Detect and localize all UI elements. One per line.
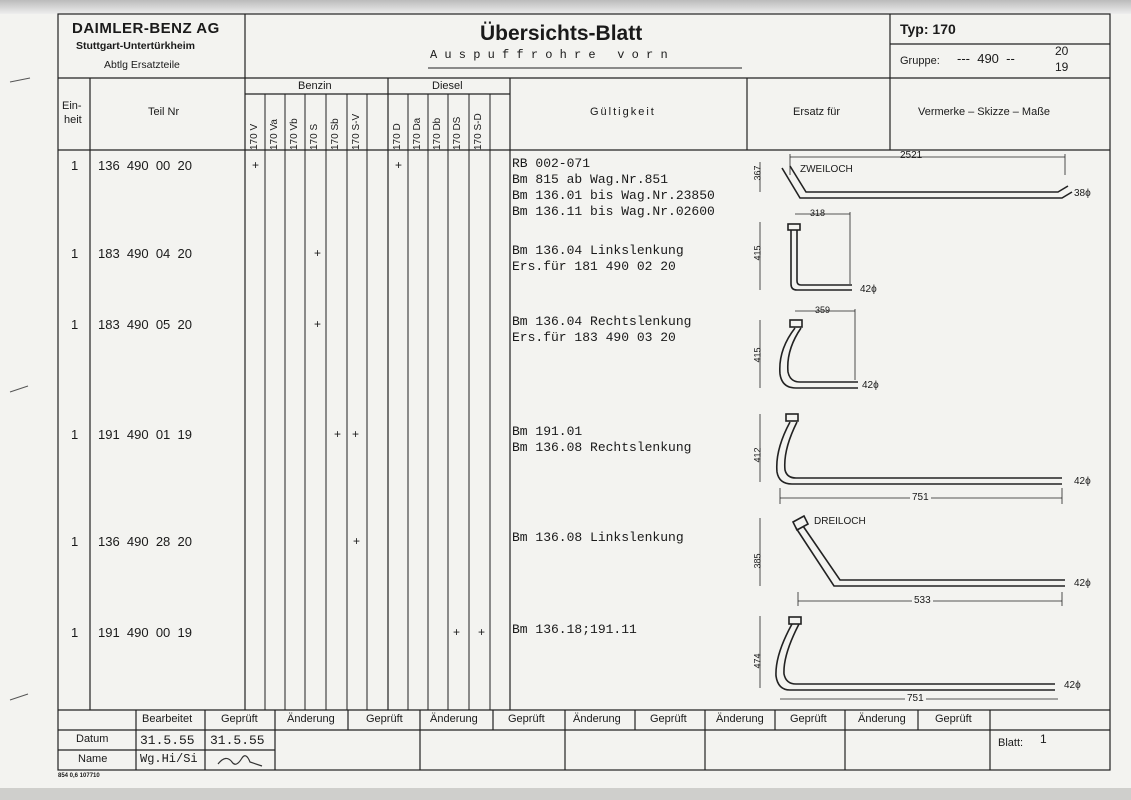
row-5-einheit: 1 — [71, 534, 79, 549]
row-6-dim-diameter: 42ϕ — [1064, 680, 1081, 691]
row-4-dim-length: 751 — [912, 492, 929, 503]
row-5-dim-height: 385 — [752, 553, 763, 569]
group-suffix-bottom: 19 — [1055, 60, 1069, 74]
row-2-valid-2: Ers.für 181 490 02 20 — [512, 259, 676, 274]
type-170-ds: 170 DS — [452, 116, 463, 150]
signature-scribble — [214, 750, 270, 770]
col-ersatz: Ersatz für — [793, 106, 841, 118]
row-5-teil-nr: 136 490 28 20 — [98, 534, 192, 549]
row-6-valid-1: Bm 136.18;191.11 — [512, 622, 637, 637]
row-4-dim-diameter: 42ϕ — [1074, 476, 1091, 487]
scan-bottom-edge — [0, 788, 1131, 800]
row-2-teil-nr: 183 490 04 20 — [98, 246, 192, 261]
footer-aenderung-4: Änderung — [716, 713, 764, 725]
footer-aenderung-2: Änderung — [430, 713, 478, 725]
pipe-sketch-6 — [776, 617, 1055, 690]
footer-name-bearbeitet: Wg.Hi/Si — [140, 752, 198, 766]
row-5-dim-length: 533 — [914, 595, 931, 606]
row-6-dim-height: 474 — [752, 653, 763, 669]
row-4-mark-170sv: + — [352, 427, 360, 441]
footer-geprueft-6: Geprüft — [935, 713, 972, 725]
type-170-sv: 170 S-V — [351, 113, 362, 150]
row-6-einheit: 1 — [71, 625, 79, 640]
row-1-mark-170d: + — [395, 158, 403, 172]
type-170-sd: 170 S-D — [473, 113, 484, 150]
row-4-valid-1: Bm 191.01 — [512, 424, 583, 439]
page-title: Übersichts-Blatt — [480, 22, 643, 45]
footer-aenderung-5: Änderung — [858, 713, 906, 725]
row-5-mark-170sv: + — [353, 534, 361, 548]
row-2-valid-1: Bm 136.04 Linkslenkung — [512, 243, 684, 258]
pipe-sketch-3 — [780, 320, 858, 388]
row-6-mark-170ds: + — [453, 625, 461, 639]
group-label: Gruppe: — [900, 55, 940, 67]
row-4-dim-height: 412 — [752, 447, 763, 463]
type-170-db: 170 Db — [432, 117, 443, 150]
row-3-einheit: 1 — [71, 317, 79, 332]
footer-datum-bearbeitet: 31.5.55 — [140, 733, 195, 748]
row-5-valid-1: Bm 136.08 Linkslenkung — [512, 530, 684, 545]
row-5-sketch-note: DREILOCH — [814, 516, 866, 527]
row-4-teil-nr: 191 490 01 19 — [98, 427, 192, 442]
type-170-va: 170 Va — [269, 119, 280, 150]
row-6-dim-length: 751 — [907, 693, 924, 704]
group-value: --- 490 -- — [957, 51, 1015, 66]
pipe-sketch-4 — [777, 414, 1062, 484]
type-170-s: 170 S — [309, 123, 320, 150]
company-name: DAIMLER-BENZ AG — [72, 20, 220, 37]
type-170-d: 170 D — [392, 123, 403, 150]
footer-datum-geprueft: 31.5.55 — [210, 733, 265, 748]
form-number: 854 0,6 107710 — [58, 773, 100, 779]
footer-blatt-label: Blatt: — [998, 737, 1024, 749]
row-1-valid-1: RB 002-071 — [512, 156, 591, 171]
company-location: Stuttgart-Untertürkheim — [76, 40, 196, 52]
department: Abtlg Ersatzteile — [104, 59, 180, 71]
group-suffix-top: 20 — [1055, 44, 1069, 58]
row-2-einheit: 1 — [71, 246, 79, 261]
type-170-v: 170 V — [249, 123, 260, 150]
col-einheit-2: heit — [64, 114, 82, 126]
footer-geprueft-2: Geprüft — [366, 713, 403, 725]
row-3-valid-2: Ers.für 183 490 03 20 — [512, 330, 676, 345]
type-label: Typ: 170 — [900, 21, 956, 37]
row-6-teil-nr: 191 490 00 19 — [98, 625, 192, 640]
footer-aenderung-1: Änderung — [287, 713, 335, 725]
footer-datum-label: Datum — [76, 733, 109, 745]
row-4-valid-2: Bm 136.08 Rechtslenkung — [512, 440, 692, 455]
footer-geprueft-3: Geprüft — [508, 713, 545, 725]
row-2-dim-diameter: 42ϕ — [860, 284, 877, 295]
footer-geprueft-5: Geprüft — [790, 713, 827, 725]
row-4-mark-170sb: + — [334, 427, 342, 441]
type-170-da: 170 Da — [412, 117, 423, 150]
row-2-mark-170s: + — [314, 246, 322, 260]
row-1-einheit: 1 — [71, 158, 79, 173]
footer-aenderung-3: Änderung — [573, 713, 621, 725]
row-1-dim-height: 367 — [752, 165, 763, 181]
type-170-vb: 170 Vb — [289, 118, 300, 150]
row-5-dim-diameter: 42ϕ — [1074, 578, 1091, 589]
page-subtitle: A u s p u f f r o h r e v o r n — [430, 48, 668, 62]
footer-geprueft-4: Geprüft — [650, 713, 687, 725]
row-3-valid-1: Bm 136.04 Rechtslenkung — [512, 314, 692, 329]
row-3-mark-170s: + — [314, 317, 322, 331]
col-gueltigkeit: Gültigkeit — [590, 106, 656, 118]
row-1-sketch-note: ZWEILOCH — [800, 164, 853, 175]
row-2-dim-width: 318 — [810, 208, 826, 218]
row-1-teil-nr: 136 490 00 20 — [98, 158, 192, 173]
row-3-dim-height: 415 — [752, 347, 763, 363]
row-1-valid-2: Bm 815 ab Wag.Nr.851 — [512, 172, 669, 187]
footer-geprueft-1: Geprüft — [221, 713, 258, 725]
col-benzin: Benzin — [298, 80, 332, 92]
row-1-valid-3: Bm 136.01 bis Wag.Nr.23850 — [512, 188, 715, 203]
col-diesel: Diesel — [432, 80, 463, 92]
col-vermerke: Vermerke – Skizze – Maße — [918, 106, 1051, 118]
row-4-einheit: 1 — [71, 427, 79, 442]
row-3-dim-diameter: 42ϕ — [862, 380, 879, 391]
footer-name-label: Name — [78, 753, 108, 765]
footer-blatt-value: 1 — [1040, 732, 1047, 746]
row-6-mark-170sd: + — [478, 625, 486, 639]
row-3-dim-width: 359 — [815, 305, 831, 315]
row-2-dim-height: 415 — [752, 245, 763, 261]
row-1-valid-4: Bm 136.11 bis Wag.Nr.02600 — [512, 204, 715, 219]
row-1-mark-170v: + — [252, 158, 260, 172]
col-einheit-1: Ein- — [62, 100, 82, 112]
row-3-teil-nr: 183 490 05 20 — [98, 317, 192, 332]
type-170-sb: 170 Sb — [330, 118, 341, 150]
col-teil-nr: Teil Nr — [148, 106, 180, 118]
row-1-dim-diameter: 38ϕ — [1074, 188, 1091, 199]
row-1-dim-length: 2521 — [900, 150, 923, 161]
pipe-sketch-2 — [788, 224, 852, 290]
footer-bearbeitet: Bearbeitet — [142, 713, 193, 725]
